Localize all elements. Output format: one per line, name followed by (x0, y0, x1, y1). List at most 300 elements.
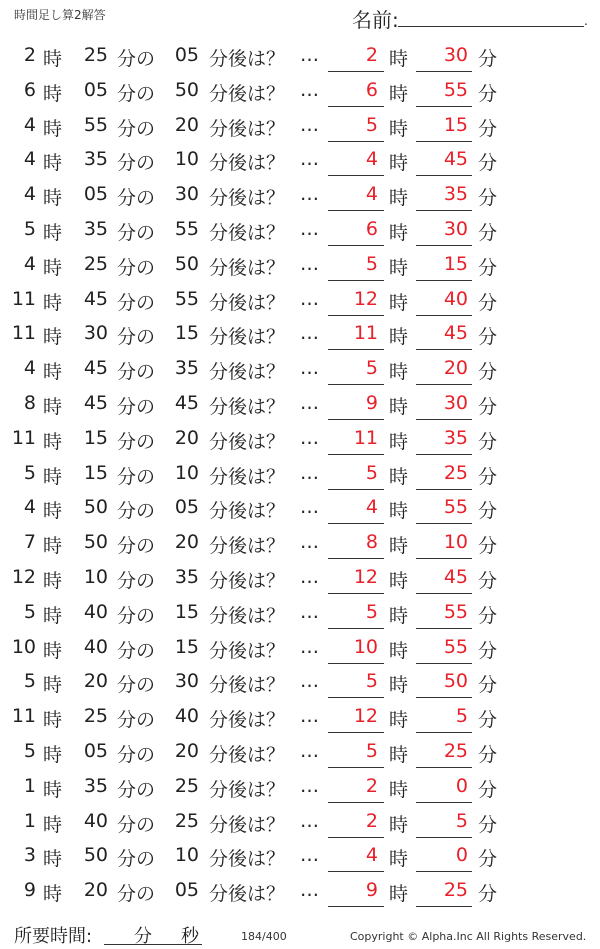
answer-hour: 4 (365, 148, 378, 171)
problem-row (0, 316, 600, 351)
start-hour: 11 (11, 322, 36, 345)
answer-minute-label: 分 (478, 117, 498, 140)
problem-row (0, 873, 600, 908)
answer-hour-label: 時 (389, 813, 409, 836)
hour-label: 時 (43, 813, 63, 836)
minute-of-label: 分の (117, 187, 156, 210)
minute-of-label: 分の (117, 326, 156, 349)
minutes-after-label: 分後は？ (209, 674, 286, 697)
answer-hour-label: 時 (389, 395, 409, 418)
minute-of-label: 分の (117, 395, 156, 418)
added-minutes: 55 (174, 287, 199, 310)
answer-hour: 10 (353, 635, 378, 658)
minutes-after-label: 分後は？ (209, 500, 286, 523)
answer-minute: 20 (443, 357, 468, 380)
start-minute: 40 (83, 635, 108, 658)
minute-of-label: 分の (117, 535, 156, 558)
hour-label: 時 (43, 152, 63, 175)
added-minutes: 55 (174, 217, 199, 240)
start-minute: 50 (83, 531, 108, 554)
start-hour: 1 (23, 774, 36, 797)
answer-hour-label: 時 (389, 361, 409, 384)
hour-label: 時 (43, 743, 63, 766)
ellipsis: … (300, 670, 319, 693)
minute-of-label: 分の (117, 569, 156, 592)
minutes-after-label: 分後は？ (209, 82, 286, 105)
start-hour: 4 (23, 357, 36, 380)
minute-of-label: 分の (117, 291, 156, 314)
minute-of-label: 分の (117, 117, 156, 140)
answer-minute-label: 分 (478, 778, 498, 801)
answer-minute: 5 (455, 705, 468, 728)
answer-minute: 10 (443, 531, 468, 554)
answer-minute: 45 (443, 565, 468, 588)
answer-minute: 30 (443, 391, 468, 414)
minutes-after-label: 分後は？ (209, 326, 286, 349)
start-hour: 10 (11, 635, 36, 658)
answer-hour-label: 時 (389, 743, 409, 766)
ellipsis: … (300, 217, 319, 240)
added-minutes: 35 (174, 357, 199, 380)
answer-hour-label: 時 (389, 848, 409, 871)
answer-minute: 0 (455, 844, 468, 867)
start-minute: 40 (83, 809, 108, 832)
problem-row (0, 664, 600, 699)
start-minute: 55 (83, 113, 108, 136)
hour-label: 時 (43, 48, 63, 70)
ellipsis: … (300, 461, 319, 484)
ellipsis: … (300, 148, 319, 171)
start-minute: 50 (83, 496, 108, 519)
ellipsis: … (300, 496, 319, 519)
answer-minute-label: 分 (478, 604, 498, 627)
start-minute: 45 (83, 287, 108, 310)
answer-hour: 5 (365, 670, 378, 693)
start-hour: 4 (23, 148, 36, 171)
hour-label: 時 (43, 848, 63, 871)
answer-hour-label: 時 (389, 709, 409, 732)
start-hour: 5 (23, 600, 36, 623)
answer-minute-label: 分 (478, 813, 498, 836)
start-minute: 10 (83, 565, 108, 588)
answer-minute: 35 (443, 426, 468, 449)
hour-label: 時 (43, 430, 63, 453)
problem-row (0, 351, 600, 386)
ellipsis: … (300, 705, 319, 728)
problem-row (0, 212, 600, 247)
answer-hour: 2 (365, 44, 378, 66)
copyright-text: Copyright © Alpha.Inc All Rights Reserved. (350, 930, 587, 943)
added-minutes: 15 (174, 635, 199, 658)
answer-minute-label: 分 (478, 221, 498, 244)
problem-row (0, 769, 600, 804)
start-minute: 20 (83, 670, 108, 693)
answer-minute-label: 分 (478, 709, 498, 732)
worksheet-title: 時間足し算2解答 (14, 8, 106, 22)
start-hour: 5 (23, 461, 36, 484)
answer-minute: 45 (443, 148, 468, 171)
answer-minute-label: 分 (478, 82, 498, 105)
answer-minute: 5 (455, 809, 468, 832)
answer-minute-label: 分 (478, 430, 498, 453)
hour-label: 時 (43, 883, 63, 906)
minute-of-label: 分の (117, 256, 156, 279)
answer-hour: 2 (365, 774, 378, 797)
answer-minute: 25 (443, 879, 468, 902)
answer-hour: 5 (365, 739, 378, 762)
hour-label: 時 (43, 778, 63, 801)
answer-hour-label: 時 (389, 535, 409, 558)
answer-hour: 5 (365, 357, 378, 380)
added-minutes: 20 (174, 531, 199, 554)
answer-minute-label: 分 (478, 674, 498, 697)
answer-hour-label: 時 (389, 256, 409, 279)
start-hour: 9 (23, 879, 36, 902)
answer-hour: 9 (365, 879, 378, 902)
start-hour: 2 (23, 44, 36, 66)
answer-hour-label: 時 (389, 152, 409, 175)
answer-hour-label: 時 (389, 465, 409, 488)
ellipsis: … (300, 809, 319, 832)
minute-of-label: 分の (117, 152, 156, 175)
ellipsis: … (300, 879, 319, 902)
minutes-after-label: 分後は？ (209, 813, 286, 836)
added-minutes: 05 (174, 496, 199, 519)
added-minutes: 10 (174, 844, 199, 867)
answer-hour: 5 (365, 252, 378, 275)
answer-hour: 6 (365, 78, 378, 101)
added-minutes: 10 (174, 461, 199, 484)
problem-row (0, 699, 600, 734)
name-input-line[interactable] (398, 26, 584, 27)
answer-hour: 6 (365, 217, 378, 240)
ellipsis: … (300, 391, 319, 414)
hour-label: 時 (43, 674, 63, 697)
minutes-after-label: 分後は？ (209, 187, 286, 210)
start-hour: 5 (23, 739, 36, 762)
minutes-after-label: 分後は？ (209, 291, 286, 314)
ellipsis: … (300, 322, 319, 345)
answer-hour: 4 (365, 496, 378, 519)
ellipsis: … (300, 287, 319, 310)
minute-of-label: 分の (117, 500, 156, 523)
answer-hour-label: 時 (389, 639, 409, 662)
answer-hour-label: 時 (389, 674, 409, 697)
answer-minute-label: 分 (478, 187, 498, 210)
start-hour: 11 (11, 705, 36, 728)
ellipsis: … (300, 183, 319, 206)
problem-row (0, 73, 600, 108)
problem-row (0, 247, 600, 282)
minute-of-label: 分の (117, 604, 156, 627)
answer-hour: 2 (365, 809, 378, 832)
answer-minute-label: 分 (478, 48, 498, 70)
hour-label: 時 (43, 326, 63, 349)
problem-row (0, 177, 600, 212)
minute-of-label: 分の (117, 430, 156, 453)
answer-hour-label: 時 (389, 430, 409, 453)
start-minute: 05 (83, 739, 108, 762)
start-hour: 3 (23, 844, 36, 867)
answer-hour: 4 (365, 183, 378, 206)
ellipsis: … (300, 844, 319, 867)
added-minutes: 20 (174, 113, 199, 136)
added-minutes: 40 (174, 705, 199, 728)
start-minute: 25 (83, 44, 108, 66)
minutes-after-label: 分後は？ (209, 604, 286, 627)
answer-minute-label: 分 (478, 326, 498, 349)
start-hour: 8 (23, 391, 36, 414)
hour-label: 時 (43, 187, 63, 210)
answer-hour-label: 時 (389, 500, 409, 523)
start-hour: 4 (23, 113, 36, 136)
minute-of-label: 分の (117, 709, 156, 732)
added-minutes: 35 (174, 565, 199, 588)
start-hour: 5 (23, 217, 36, 240)
added-minutes: 05 (174, 879, 199, 902)
minute-of-label: 分の (117, 465, 156, 488)
minute-of-label: 分の (117, 82, 156, 105)
added-minutes: 20 (174, 739, 199, 762)
answer-minute: 25 (443, 461, 468, 484)
added-minutes: 25 (174, 809, 199, 832)
start-minute: 25 (83, 252, 108, 275)
answer-minute-label: 分 (478, 848, 498, 871)
answer-minute-label: 分 (478, 743, 498, 766)
answer-minute: 55 (443, 635, 468, 658)
added-minutes: 25 (174, 774, 199, 797)
start-minute: 15 (83, 426, 108, 449)
minutes-after-label: 分後は？ (209, 430, 286, 453)
answer-minute-label: 分 (478, 535, 498, 558)
answer-hour-label: 時 (389, 187, 409, 210)
hour-label: 時 (43, 221, 63, 244)
start-hour: 4 (23, 496, 36, 519)
required-time-label: 所要時間: (14, 926, 93, 947)
minutes-after-label: 分後は？ (209, 361, 286, 384)
start-minute: 45 (83, 357, 108, 380)
start-hour: 12 (11, 565, 36, 588)
minutes-after-label: 分後は？ (209, 221, 286, 244)
added-minutes: 30 (174, 183, 199, 206)
problem-row (0, 804, 600, 839)
start-minute: 05 (83, 183, 108, 206)
problem-row (0, 630, 600, 665)
problem-row (0, 560, 600, 595)
added-minutes: 50 (174, 252, 199, 275)
added-minutes: 05 (174, 44, 199, 66)
problem-row (0, 421, 600, 456)
start-minute: 20 (83, 879, 108, 902)
answer-minute: 35 (443, 183, 468, 206)
answer-minute: 45 (443, 322, 468, 345)
problem-row (0, 734, 600, 769)
start-hour: 6 (23, 78, 36, 101)
start-minute: 35 (83, 148, 108, 171)
hour-label: 時 (43, 709, 63, 732)
minutes-after-label: 分後は？ (209, 117, 286, 140)
minute-of-label: 分の (117, 221, 156, 244)
answer-minute: 25 (443, 739, 468, 762)
answer-hour: 11 (353, 322, 378, 345)
minutes-after-label: 分後は？ (209, 535, 286, 558)
answer-minute-label: 分 (478, 152, 498, 175)
answer-minute-label: 分 (478, 256, 498, 279)
problem-row (0, 838, 600, 873)
start-hour: 4 (23, 183, 36, 206)
start-minute: 50 (83, 844, 108, 867)
answer-hour: 11 (353, 426, 378, 449)
footer (0, 920, 600, 949)
ellipsis: … (300, 600, 319, 623)
minute-of-label: 分の (117, 674, 156, 697)
answer-minute-label: 分 (478, 883, 498, 906)
ellipsis: … (300, 739, 319, 762)
answer-hour: 12 (353, 565, 378, 588)
start-hour: 11 (11, 426, 36, 449)
answer-hour-label: 時 (389, 569, 409, 592)
answer-minute-line[interactable] (416, 906, 472, 907)
ellipsis: … (300, 635, 319, 658)
answer-hour: 8 (365, 531, 378, 554)
hour-label: 時 (43, 256, 63, 279)
ellipsis: … (300, 774, 319, 797)
answer-minute: 15 (443, 113, 468, 136)
answer-hour: 5 (365, 461, 378, 484)
hour-label: 時 (43, 82, 63, 105)
start-minute: 35 (83, 217, 108, 240)
minute-of-label: 分の (117, 48, 156, 70)
answer-minute: 55 (443, 600, 468, 623)
answer-minute-label: 分 (478, 500, 498, 523)
hour-label: 時 (43, 569, 63, 592)
hour-label: 時 (43, 535, 63, 558)
start-minute: 35 (83, 774, 108, 797)
minute-of-label: 分の (117, 813, 156, 836)
answer-minute-label: 分 (478, 569, 498, 592)
start-minute: 45 (83, 391, 108, 414)
answer-hour: 9 (365, 391, 378, 414)
minutes-after-label: 分後は？ (209, 395, 286, 418)
problem-row (0, 108, 600, 143)
answer-hour-label: 時 (389, 326, 409, 349)
answer-minute: 50 (443, 670, 468, 693)
minutes-after-label: 分後は？ (209, 883, 286, 906)
answer-hour-label: 時 (389, 117, 409, 140)
answer-minute-label: 分 (478, 361, 498, 384)
added-minutes: 15 (174, 322, 199, 345)
added-minutes: 10 (174, 148, 199, 171)
start-minute: 40 (83, 600, 108, 623)
answer-minute: 15 (443, 252, 468, 275)
added-minutes: 50 (174, 78, 199, 101)
problem-row (0, 525, 600, 560)
minutes-after-label: 分後は？ (209, 743, 286, 766)
answer-hour: 12 (353, 705, 378, 728)
answer-hour: 12 (353, 287, 378, 310)
minute-of-label: 分の (117, 778, 156, 801)
minute-of-label: 分の (117, 361, 156, 384)
page-number: 184/400 (241, 930, 287, 943)
hour-label: 時 (43, 395, 63, 418)
start-hour: 7 (23, 531, 36, 554)
minute-of-label: 分の (117, 848, 156, 871)
hour-label: 時 (43, 117, 63, 140)
answer-hour-label: 時 (389, 291, 409, 314)
hour-label: 時 (43, 604, 63, 627)
hour-label: 時 (43, 361, 63, 384)
minutes-after-label: 分後は？ (209, 709, 286, 732)
ellipsis: … (300, 113, 319, 136)
answer-minute: 30 (443, 217, 468, 240)
answer-minute-label: 分 (478, 639, 498, 662)
answer-hour-label: 時 (389, 48, 409, 70)
minutes-after-label: 分後は？ (209, 256, 286, 279)
ellipsis: … (300, 565, 319, 588)
ellipsis: … (300, 531, 319, 554)
answer-hour-line[interactable] (328, 906, 384, 907)
problem-row (0, 456, 600, 491)
minutes-after-label: 分後は？ (209, 778, 286, 801)
required-time-minute-unit: 分 (134, 926, 152, 947)
start-hour: 5 (23, 670, 36, 693)
added-minutes: 15 (174, 600, 199, 623)
answer-hour-label: 時 (389, 778, 409, 801)
answer-hour-label: 時 (389, 604, 409, 627)
start-minute: 30 (83, 322, 108, 345)
answer-hour: 5 (365, 600, 378, 623)
ellipsis: … (300, 357, 319, 380)
answer-minute: 40 (443, 287, 468, 310)
hour-label: 時 (43, 465, 63, 488)
answer-minute: 0 (455, 774, 468, 797)
added-minutes: 45 (174, 391, 199, 414)
hour-label: 時 (43, 291, 63, 314)
problem-row (0, 595, 600, 630)
minutes-after-label: 分後は？ (209, 569, 286, 592)
answer-minute: 30 (443, 44, 468, 66)
minutes-after-label: 分後は？ (209, 639, 286, 662)
answer-hour: 4 (365, 844, 378, 867)
answer-hour-label: 時 (389, 221, 409, 244)
answer-minute-label: 分 (478, 291, 498, 314)
start-minute: 05 (83, 78, 108, 101)
ellipsis: … (300, 426, 319, 449)
start-hour: 11 (11, 287, 36, 310)
minute-of-label: 分の (117, 639, 156, 662)
answer-minute-label: 分 (478, 465, 498, 488)
start-minute: 15 (83, 461, 108, 484)
answer-hour: 5 (365, 113, 378, 136)
minute-of-label: 分の (117, 883, 156, 906)
minutes-after-label: 分後は？ (209, 848, 286, 871)
added-minutes: 30 (174, 670, 199, 693)
answer-minute-label: 分 (478, 395, 498, 418)
problem-list (0, 38, 600, 908)
added-minutes: 20 (174, 426, 199, 449)
start-hour: 1 (23, 809, 36, 832)
problem-row (0, 490, 600, 525)
name-label: 名前: (352, 8, 399, 32)
minutes-after-label: 分後は？ (209, 465, 286, 488)
ellipsis: … (300, 78, 319, 101)
hour-label: 時 (43, 639, 63, 662)
problem-row (0, 282, 600, 317)
hour-label: 時 (43, 500, 63, 523)
start-hour: 4 (23, 252, 36, 275)
answer-minute: 55 (443, 78, 468, 101)
answer-hour-label: 時 (389, 82, 409, 105)
